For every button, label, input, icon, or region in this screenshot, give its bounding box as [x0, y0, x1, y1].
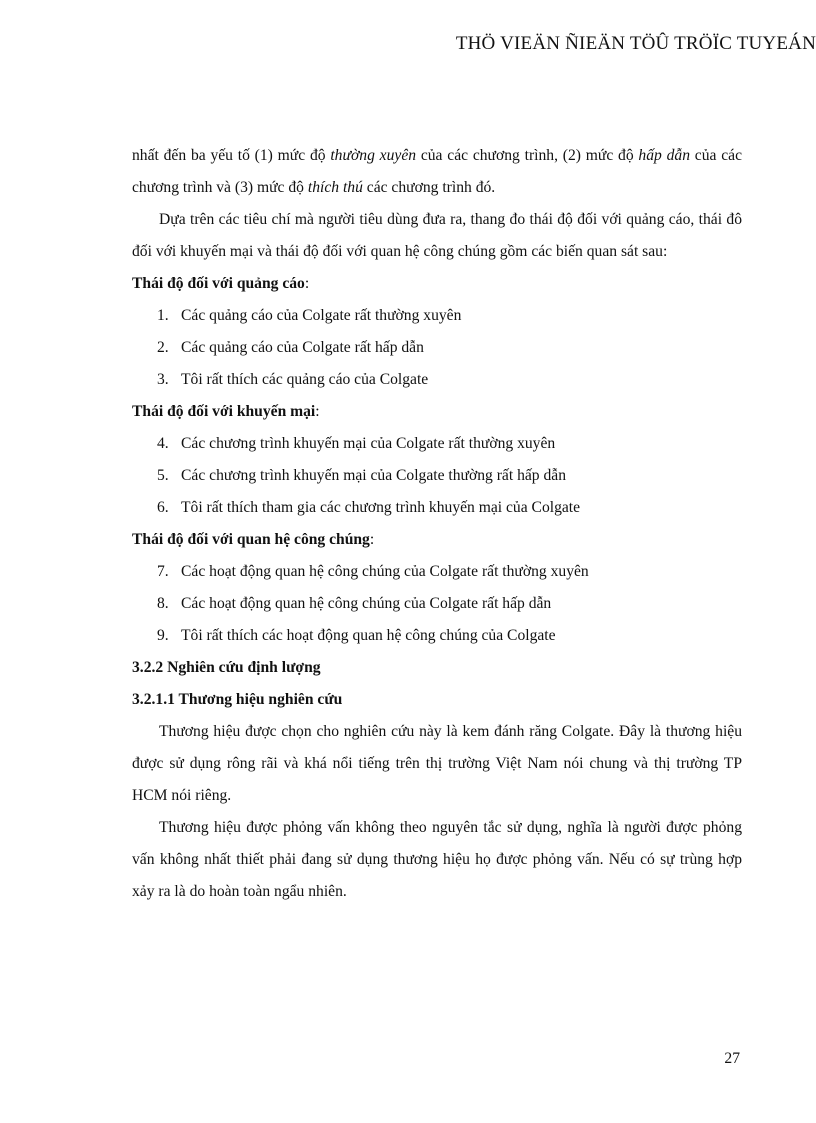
- paragraph-interview-principle: Thương hiệu được phỏng vấn không theo nguyên tắc sử dụng, nghĩa là người được phỏng vấn không nhất thiết phải đang sử dụng thương hiệu họ được phỏng vấn. Nếu có sự trùng hợp xảy ra là do hoàn toàn ngẩu nhiên.: [132, 819, 742, 900]
- section-heading-text: Thái độ đối với quan hệ công chúng: [132, 531, 370, 548]
- section-heading-colon: :: [304, 275, 310, 292]
- list-item-text: Các chương trình khuyến mại của Colgate thường rất hấp dẫn: [181, 467, 567, 484]
- list-item-number: 3.: [157, 371, 169, 388]
- list-item-number: 2.: [157, 339, 169, 356]
- list-item-number: 9.: [157, 627, 169, 644]
- section-heading-text: Thái độ đối với khuyến mại: [132, 403, 316, 420]
- list-item: [132, 460, 742, 492]
- section-heading-advertising: [132, 268, 742, 300]
- section-heading-text: Thái độ đối với quảng cáo: [132, 275, 305, 292]
- paragraph-intro-text-1: nhất đến ba yếu tố (1) mức độ: [132, 147, 331, 164]
- list-item-text: Tôi rất thích các hoạt động quan hệ công chúng của Colgate: [181, 627, 556, 644]
- paragraph-intro: [132, 140, 742, 204]
- list-item: [132, 332, 742, 364]
- list-item-text: Tôi rất thích các quảng cáo của Colgate: [181, 371, 429, 388]
- page-header: THÖ VIEÄN ÑIEÄN TÖÛ TRÖÏC TUYEÁN: [455, 33, 816, 54]
- paragraph-intro-text-3: của các chương trình và (3) mức độ: [132, 147, 742, 196]
- list-item-text: Các quảng cáo của Colgate rất thường xuyên: [181, 307, 462, 324]
- emphasis-thich-thu: thích thú: [307, 179, 363, 196]
- list-item: [132, 556, 742, 588]
- paragraph-brand-description: Thương hiệu được chọn cho nghiên cứu này là kem đánh răng Colgate. Đây là thương hiệu được sử dụng rông rãi và khá nổi tiếng trên thị trường Việt Nam nói chung và thị trường TP HCM nói riêng.: [132, 723, 742, 804]
- section-heading-colon: :: [369, 531, 375, 548]
- list-item-number: 1.: [157, 307, 169, 324]
- list-item-text: Các chương trình khuyến mại của Colgate rất thường xuyên: [181, 435, 556, 452]
- list-item-number: 6.: [157, 499, 169, 516]
- section-heading-promotion: [132, 396, 742, 428]
- list-item: [132, 364, 742, 396]
- list-item-number: 7.: [157, 563, 169, 580]
- list-item-text: Các quảng cáo của Colgate rất hấp dẫn: [181, 339, 424, 356]
- list-item: [132, 428, 742, 460]
- list-item: [132, 300, 742, 332]
- subsection-heading-research-brand: 3.2.1.1 Thương hiệu nghiên cứu: [132, 691, 343, 708]
- subsection-heading-quantitative-research: 3.2.2 Nghiên cứu định lượng: [132, 659, 321, 676]
- paragraph-scale-description: Dựa trên các tiêu chí mà người tiêu dùng đưa ra, thang đo thái độ đối với quảng cáo, thái đô đối với khuyến mại và thái độ đối với quan hệ công chúng gồm các biến quan sát sau:: [132, 211, 742, 260]
- paragraph-intro-text-4: các chương trình đó.: [362, 179, 496, 196]
- emphasis-hap-dan: hấp dẫn: [638, 147, 690, 164]
- list-item-number: 5.: [157, 467, 169, 484]
- emphasis-thuong-xuyen: thường xuyên: [330, 147, 417, 164]
- section-heading-colon: :: [315, 403, 320, 420]
- list-item-text: Các hoạt động quan hệ công chúng của Colgate rất thường xuyên: [181, 563, 589, 580]
- paragraph-intro-text-2: của các chương trình, (2) mức độ: [416, 147, 639, 164]
- list-item: [132, 492, 742, 524]
- list-item: [132, 588, 742, 620]
- list-item-number: 8.: [157, 595, 169, 612]
- section-heading-public-relations: [132, 524, 742, 556]
- list-item-text: Các hoạt động quan hệ công chúng của Colgate rất hấp dẫn: [181, 595, 552, 612]
- page-number: 27: [724, 1050, 740, 1067]
- list-item-number: 4.: [157, 435, 169, 452]
- list-item-text: Tôi rất thích tham gia các chương trình khuyến mại của Colgate: [181, 499, 581, 516]
- document-body: [132, 140, 742, 908]
- list-item: [132, 620, 742, 652]
